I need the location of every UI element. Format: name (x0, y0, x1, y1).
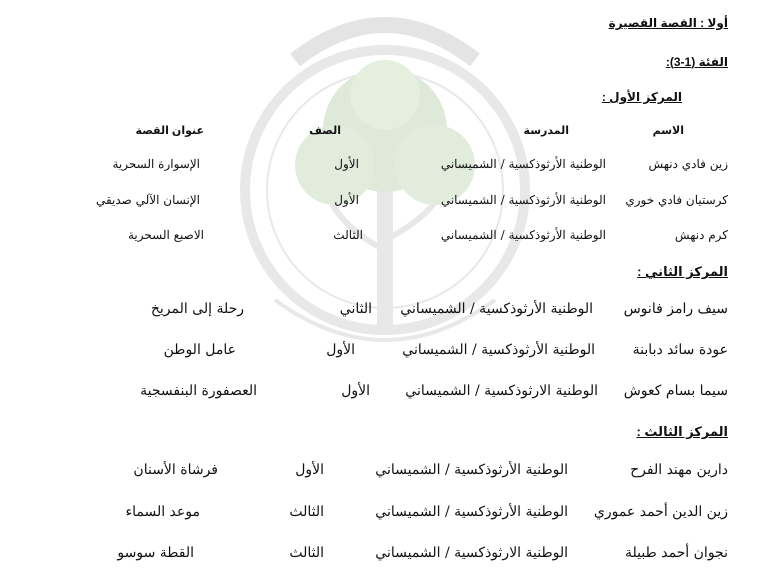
category-label: الفئة (1-3): (665, 55, 728, 69)
third-row-1-grade: الأول (295, 462, 324, 478)
third-row-1-name: دارين مهند الفرح (630, 462, 728, 478)
first-row-1-story: الإسوارة السحرية (112, 157, 200, 171)
first-row-2-story: الإنسان الآلي صديقي (95, 193, 200, 207)
first-row-3-grade: الثالث (333, 228, 363, 242)
second-row-2-story: عامل الوطن (163, 342, 236, 358)
second-place-heading: المركز الثاني : (637, 264, 728, 279)
first-row-1-school: الوطنية الأرثوذكسية / الشميساني (440, 157, 606, 171)
first-place-heading: المركز الأول : (601, 90, 682, 104)
third-row-2-grade: الثالث (289, 504, 324, 520)
second-row-2-name: عودة سائد دبابنة (632, 342, 728, 358)
first-row-3-school: الوطنية الأرثوذكسية / الشميساني (440, 228, 606, 242)
third-row-3-story: القطة سوسو (117, 545, 194, 561)
first-row-2-grade: الأول (334, 193, 359, 207)
first-row-1-name: زين فادي دنهش (648, 157, 728, 171)
second-row-1-story: رحلة إلى المريخ (150, 301, 244, 317)
second-row-3-name: سيما بسام كعوش (623, 383, 728, 399)
first-row-2-school: الوطنية الأرثوذكسية / الشميساني (440, 193, 606, 207)
third-row-2-school: الوطنية الأرثوذكسية / الشميساني (375, 504, 568, 520)
second-row-2-grade: الأول (326, 342, 355, 358)
third-row-3-grade: الثالث (289, 545, 324, 561)
second-row-2-school: الوطنية الأرثوذكسية / الشميساني (402, 342, 595, 358)
third-place-heading: المركز الثالث : (636, 424, 728, 439)
second-row-1-school: الوطنية الأرثوذكسية / الشميساني (400, 301, 593, 317)
section-title: أولا : القصة القصيرة (608, 16, 728, 30)
third-row-1-story: فرشاة الأسنان (133, 462, 218, 478)
first-row-3-story: الاصبع السحرية (127, 228, 204, 242)
col-header-school: المدرسة (523, 125, 569, 137)
col-header-grade: الصف (309, 125, 341, 137)
second-row-1-grade: الثاني (339, 301, 372, 317)
third-row-3-school: الوطنية الارثوذكسية / الشميساني (375, 545, 568, 561)
third-row-3-name: نجوان أحمد طبيلة (625, 545, 728, 561)
second-row-3-school: الوطنية الارثوذكسية / الشميساني (405, 383, 598, 399)
second-row-1-name: سيف رامز فانوس (623, 301, 728, 317)
first-row-1-grade: الأول (334, 157, 359, 171)
first-row-2-name: كرستيان فادي خوري (625, 193, 728, 207)
first-row-3-name: كرم دنهش (674, 228, 728, 242)
col-header-name: الاسم (652, 125, 684, 137)
third-row-1-school: الوطنية الأرثوذكسية / الشميساني (375, 462, 568, 478)
third-row-2-story: موعد السماء (125, 504, 200, 520)
third-row-2-name: زين الدين أحمد عموري (593, 504, 728, 520)
second-row-3-story: العصفورة البنفسجية (140, 383, 257, 399)
second-row-3-grade: الأول (341, 383, 370, 399)
col-header-story: عنوان القصة (135, 125, 204, 137)
